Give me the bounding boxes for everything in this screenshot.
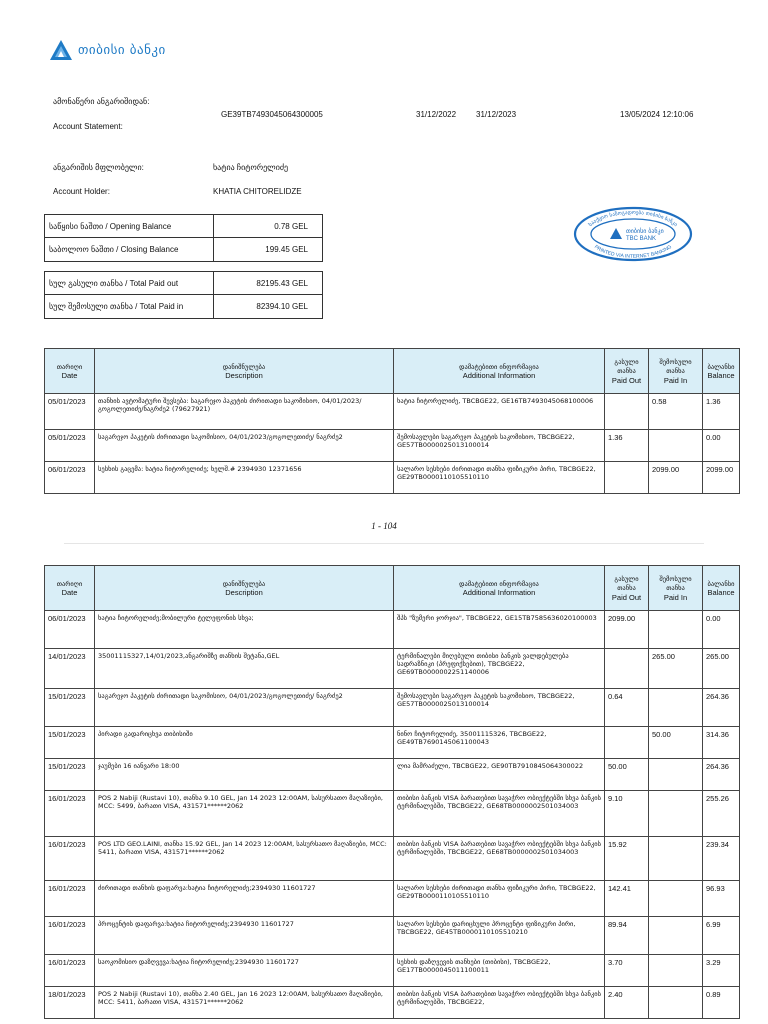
table-row [45,394,740,430]
row-date: 15/01/2023 [45,689,95,727]
row-paid-in [649,837,703,881]
col-paid-in: შემოსული თანხა Paid In [649,566,703,611]
row-description: POS 2 Nabiji (Rustavi 10), თანხა 2.40 GEL, Jan 16 2023 12:00AM, სასურსათო მაღაზიები, MCC: 5411, ბარათი VISA, 431571******2062 [95,987,394,1019]
row-additional-info: თიბისი ბანკის VISA ბარათებით სავაჭრო ობიექტებში სხვა ბანკის ტერმინალებში, TBCBGE22, [394,987,605,1019]
row-description: საგარეჯო პაკეტის ძირითადი საკომისიო, 04/01/2023/გოგოლეთიძე/ ნაგრძე2 [95,689,394,727]
bank-name: თიბისი ბანკი [78,42,166,58]
row-balance: 255.26 [703,791,740,837]
statement-label-en: Account Statement: [53,122,123,131]
col-date: თარიღი Date [45,566,95,611]
row-balance: 0.89 [703,987,740,1019]
stamp-center-ka: თიბისი ბანკი [626,228,664,235]
row-paid-in [649,917,703,955]
table-row [45,462,740,494]
row-date: 18/01/2023 [45,987,95,1019]
row-balance: 239.34 [703,837,740,881]
row-paid-in: 265.00 [649,649,703,689]
bank-stamp [572,206,694,262]
tbc-triangle-icon [50,40,72,60]
statement-label-ka: ამონაწერი ანგარიშიდან: [53,97,150,106]
row-balance: 3.29 [703,955,740,987]
row-paid-in [649,955,703,987]
row-date: 06/01/2023 [45,611,95,649]
row-balance: 264.36 [703,759,740,791]
total-paid-out-row [45,272,322,295]
row-balance: 0.00 [703,611,740,649]
row-paid-in [649,881,703,917]
row-description: საოკომისიო დაზღვევა:ხატია ჩიტორელიძე;2394930 11601727 [95,955,394,987]
table-row [45,791,740,837]
row-balance: 264.36 [703,689,740,727]
period-from: 31/12/2022 [416,110,457,119]
row-date: 15/01/2023 [45,727,95,759]
row-paid-in [649,430,703,462]
row-paid-out: 142.41 [605,881,649,917]
closing-balance-value: 199.45 GEL [265,245,308,254]
closing-balance-label: საბოლოო ნაშთი / Closing Balance [45,238,214,261]
row-date: 16/01/2023 [45,791,95,837]
row-additional-info: სალარო სესხები ძირითადი თანხა ფიზიკური პირი, TBCBGE22, GE29TB0000110105510110 [394,881,605,917]
row-paid-in [649,759,703,791]
row-description: 35001115327,14/01/2023,ანგარიშზე თანხის შეტანა,GEL [95,649,394,689]
row-description: პროცენტის დაფარვა:ხატია ჩიტორელიძე;2394930 11601727 [95,917,394,955]
bank-logo [50,40,166,60]
opening-balance-row [45,215,322,238]
period-to: 31/12/2023 [476,110,517,119]
row-additional-info: ნინო ჩიტორელიძე, 35001115326, TBCBGE22, GE49TB7690145061100043 [394,727,605,759]
row-paid-out: 89.94 [605,917,649,955]
table-row [45,759,740,791]
page-divider [64,543,704,544]
row-paid-out: 0.64 [605,689,649,727]
table-row [45,649,740,689]
row-description: POS LTD GEO.LAINI, თანხა 15.92 GEL, Jan 14 2023 12:00AM, სასურსათო მაღაზიები, MCC: 5411, ბარათი VISA, 431571******2062 [95,837,394,881]
row-balance: 314.36 [703,727,740,759]
row-date: 16/01/2023 [45,917,95,955]
opening-balance-label: საწყისი ნაშთი / Opening Balance [45,215,214,237]
table-row [45,689,740,727]
row-balance: 96.93 [703,881,740,917]
row-date: 05/01/2023 [45,430,95,462]
row-description: ჯაუმები 16 იანვარი 18:00 [95,759,394,791]
row-additional-info: შპს "ზუმერი ჯორჯია", TBCBGE22, GE15TB7585636020100003 [394,611,605,649]
col-additional-info: დამატებითი ინფორმაცია Additional Information [394,566,605,611]
row-paid-out [605,394,649,430]
row-paid-in [649,689,703,727]
row-date: 16/01/2023 [45,881,95,917]
row-date: 16/01/2023 [45,837,95,881]
stamp-triangle-icon [610,228,622,239]
row-paid-out: 3.70 [605,955,649,987]
table-row [45,881,740,917]
holder-label-en: Account Holder: [53,187,110,196]
total-paid-out-label: სულ გასული თანხა / Total Paid out [45,272,214,294]
row-paid-out: 15.92 [605,837,649,881]
totals-box [44,271,323,319]
row-balance: 0.00 [703,430,740,462]
col-description: დანიშნულება Description [95,349,394,394]
col-date: თარიღი Date [45,349,95,394]
col-paid-out: გასული თანხა Paid Out [605,566,649,611]
stamp-center-en: TBC BANK [626,236,657,242]
row-additional-info: სესხის დაზღვევის თანხები (თიბისი), TBCBGE22, GE17TB0000045011100011 [394,955,605,987]
total-paid-out-value: 82195.43 GEL [256,278,308,288]
generated-datetime: 13/05/2024 12:10:06 [620,110,694,119]
row-additional-info: შემოსავლები საგარეჯო პაკეტის საკომისიო, TBCBGE22, GE57TB0000025013100014 [394,430,605,462]
row-paid-in: 0.58 [649,394,703,430]
row-additional-info: თიბისი ბანკის VISA ბარათებით სავაჭრო ობიექტებში სხვა ბანკის ტერმინალებში, TBCBGE22, GE68TB0000002501034003 [394,837,605,881]
row-paid-out: 1.36 [605,430,649,462]
row-paid-out: 2099.00 [605,611,649,649]
stamp-top-text: სააქციო საზოგადოება თიბისი ბანკი [587,209,679,229]
total-paid-in-value: 82394.10 GEL [256,302,308,311]
row-additional-info: ლია მამრაძელი, TBCBGE22, GE90TB7910845064300022 [394,759,605,791]
stamp-bottom-text: PRINTED VIA INTERNET BANKING [593,244,673,260]
row-paid-out: 50.00 [605,759,649,791]
transactions-table-page-2 [44,565,740,1019]
col-paid-in: შემოსული თანხა Paid In [649,349,703,394]
col-paid-out: გასული თანხა Paid Out [605,349,649,394]
row-paid-in [649,791,703,837]
row-date: 05/01/2023 [45,394,95,430]
col-balance: ბალანსი Balance [703,566,740,611]
row-paid-out [605,727,649,759]
row-balance: 2099.00 [703,462,740,494]
table-row [45,727,740,759]
table-row [45,611,740,649]
row-balance: 265.00 [703,649,740,689]
table-row [45,837,740,881]
total-paid-in-row [45,295,322,318]
row-paid-in [649,987,703,1019]
row-additional-info: შემოსავლები საგარეჯო პაკეტის საკომისიო, TBCBGE22, GE57TB0000025013100014 [394,689,605,727]
holder-name-ka: ხატია ჩიტორელიძე [213,163,289,172]
holder-name-en: KHATIA CHITORELIDZE [213,187,302,196]
table-row [45,917,740,955]
transactions-table-page-1 [44,348,740,494]
row-paid-out: 2.40 [605,987,649,1019]
row-date: 14/01/2023 [45,649,95,689]
row-description: საგარეჯო პაკეტის ძირითადი საკომისიო, 04/01/2023/გოგოლეთიძე/ ნაგრძე2 [95,430,394,462]
row-description: სესხის გაცემა: ხატია ჩიტორელიძე; ხელშ.# 2394930 12371656 [95,462,394,494]
row-additional-info: სალარო სესხები დარიცხული პროცენტი ფიზიკური პირი, TBCBGE22, GE45TB0000110105510210 [394,917,605,955]
table-row [45,430,740,462]
col-additional-info: დამატებითი ინფორმაცია Additional Information [394,349,605,394]
col-description: დანიშნულება Description [95,566,394,611]
row-description: თანხის ავტომატური შევსება: საგარეჯო პაკეტის ძირითადი საკომისიო, 04/01/2023/გოგოლეთიძე/ნაგრძე2 (79627921) [95,394,394,430]
row-paid-out [605,462,649,494]
row-date: 16/01/2023 [45,955,95,987]
row-date: 06/01/2023 [45,462,95,494]
row-description: ძირითადი თანხის დაფარვა:ხატია ჩიტორელიძე;2394930 11601727 [95,881,394,917]
page-indicator: 1 - 104 [371,521,397,531]
table-header-row [45,566,740,611]
row-additional-info: ტერმინალები მიღებული თიბისი ბანკის ვალდებულება სადრაზნიკი (პრეფიქსებით), TBCBGE22, GE69TB0000002251140006 [394,649,605,689]
row-balance: 1.36 [703,394,740,430]
row-paid-out [605,649,649,689]
col-balance: ბალანსი Balance [703,349,740,394]
balance-box [44,214,323,262]
row-additional-info: თიბისი ბანკის VISA ბარათებით სავაჭრო ობიექტებში სხვა ბანკის ტერმინალებში, TBCBGE22, GE68TB0000002501034003 [394,791,605,837]
row-description: ხატია ჩიტორელიძე;მობილური ტელეფონის სხვა; [95,611,394,649]
row-paid-in: 50.00 [649,727,703,759]
row-additional-info: სალარო სესხები ძირითადი თანხა ფიზიკური პირი, TBCBGE22, GE29TB0000110105510110 [394,462,605,494]
closing-balance-row [45,238,322,261]
row-additional-info: ხატია ჩიტორელიძე, TBCBGE22, GE16TB7493045068100006 [394,394,605,430]
holder-label-ka: ანგარიშის მფლობელი: [53,163,144,172]
table-row [45,987,740,1019]
total-paid-in-label: სულ შემოსული თანხა / Total Paid in [45,295,214,318]
row-description: POS 2 Nabiji (Rustavi 10), თანხა 9.10 GEL, Jan 14 2023 12:00AM, სასურსათო მაღაზიები, MCC: 5499, ბარათი VISA, 431571******2062 [95,791,394,837]
opening-balance-value: 0.78 GEL [274,221,308,231]
row-date: 15/01/2023 [45,759,95,791]
row-paid-in [649,611,703,649]
row-paid-in: 2099.00 [649,462,703,494]
account-number: GE39TB7493045064300005 [221,110,323,119]
row-paid-out: 9.10 [605,791,649,837]
table-header-row [45,349,740,394]
row-balance: 6.99 [703,917,740,955]
row-description: პირადი გადარიცხვა თიბისიში [95,727,394,759]
table-row [45,955,740,987]
